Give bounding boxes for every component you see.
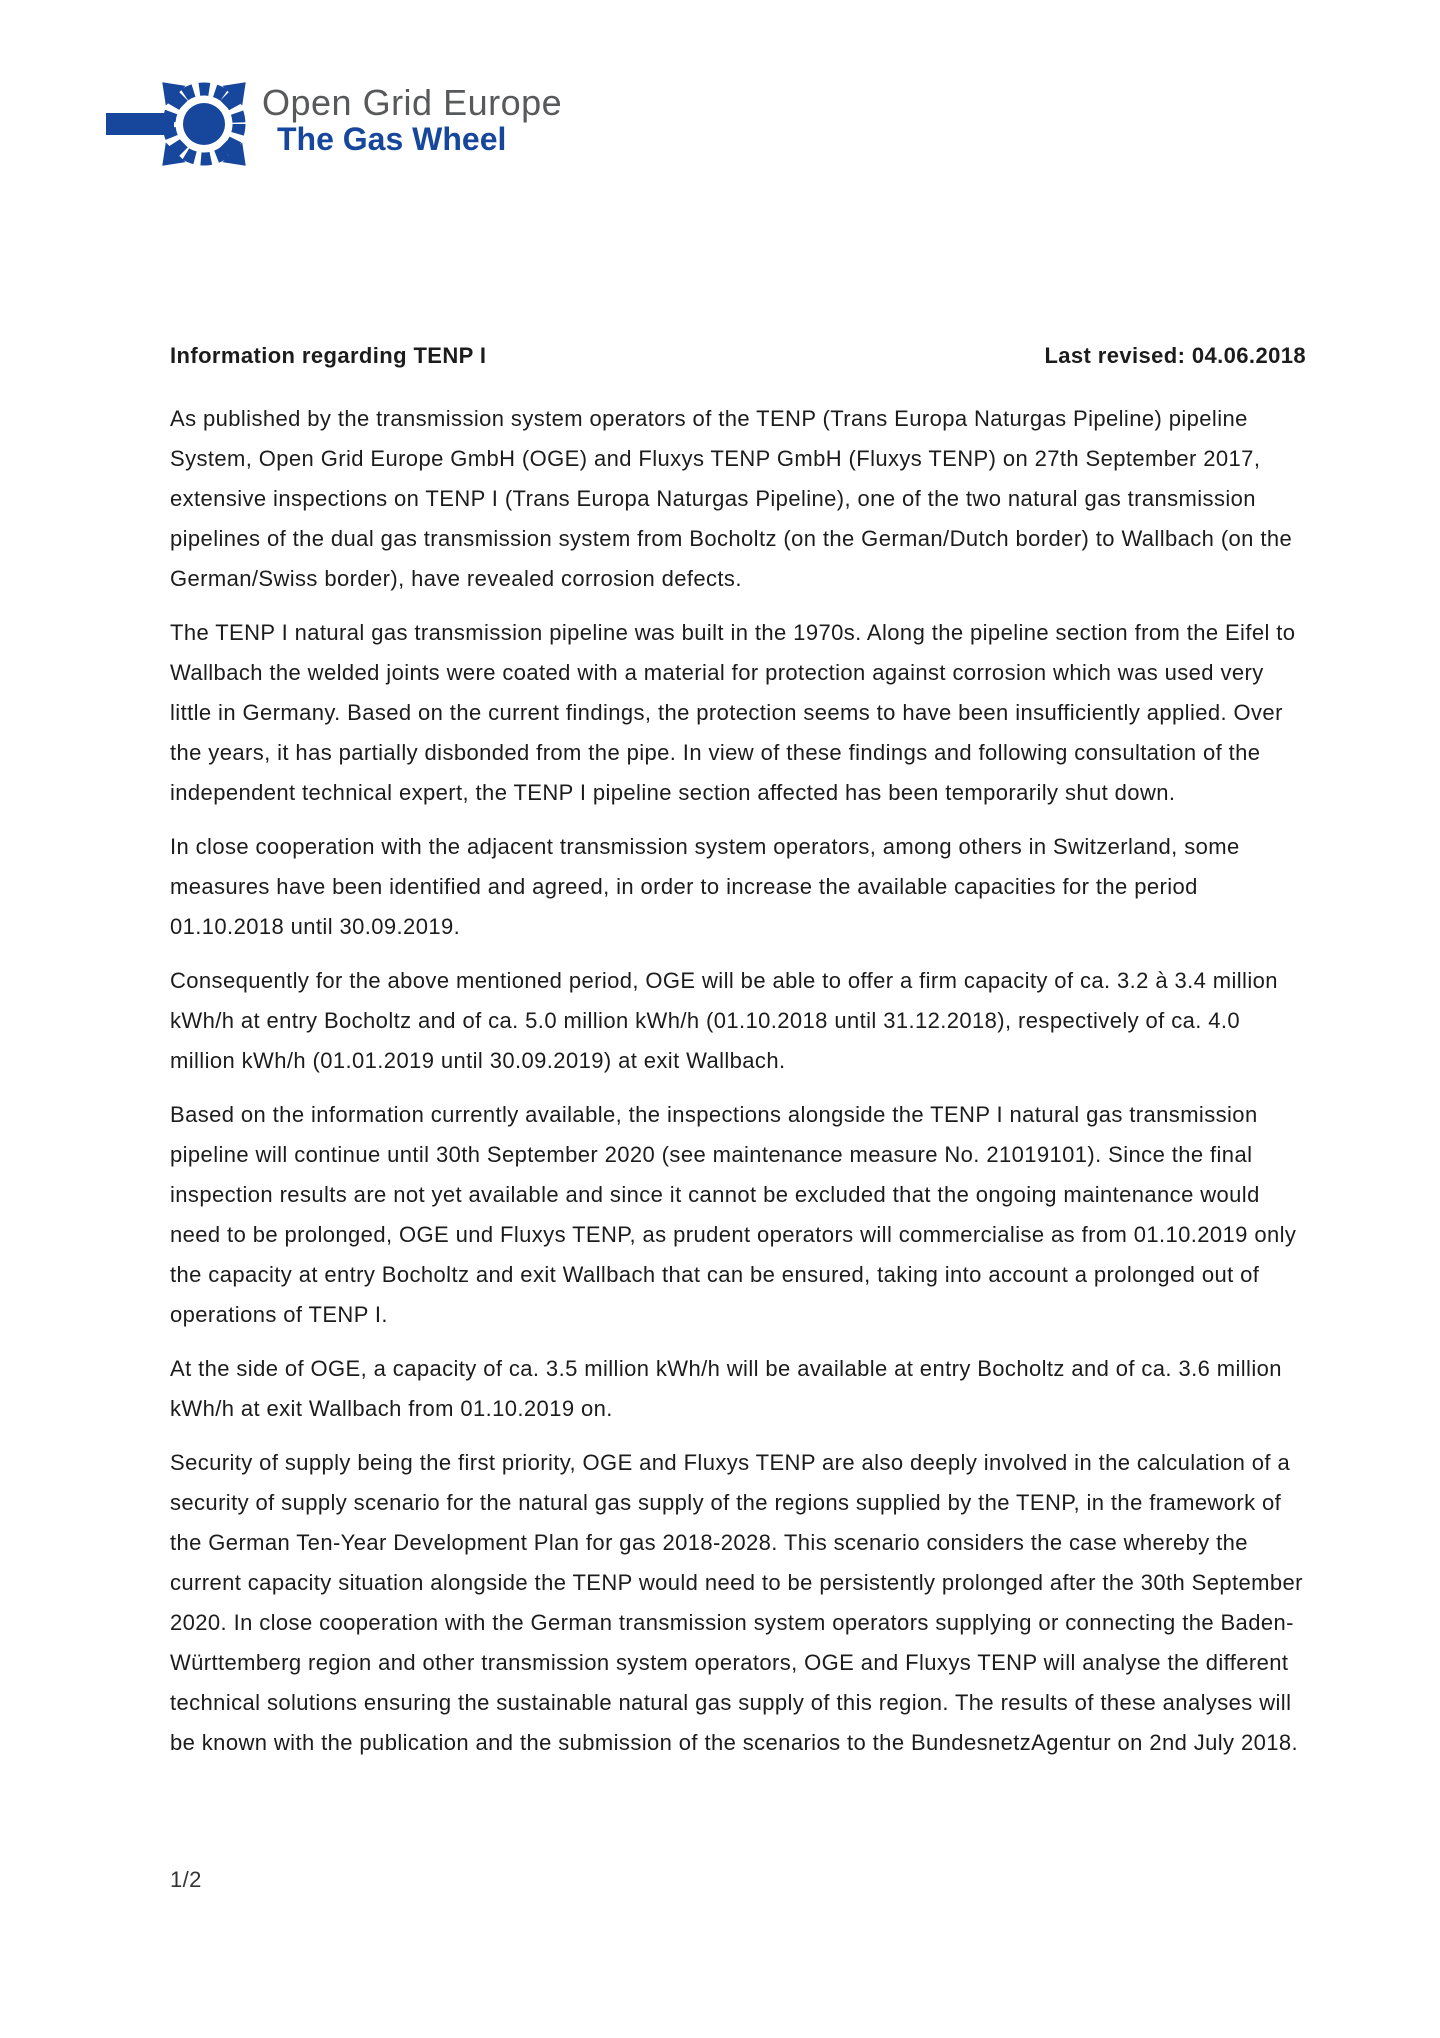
- gas-wheel-logo-icon: [106, 68, 258, 180]
- logo-tagline-text: The Gas Wheel: [277, 121, 507, 158]
- logo-text: [262, 68, 562, 157]
- paragraph-intro: As published by the transmission system operators of the TENP (Trans Europa Naturgas Pipeline) pipeline System, Open Grid Europe GmbH (OGE) and Fluxys TENP GmbH (Fluxys TENP) on 27th September 2017, extensive inspections on TENP I (Trans Europa Naturgas Pipeline), one of the two natural gas transmission pipelines of the dual gas transmission system from Bocholtz (on the German/Dutch border) to Wallbach (on the German/Swiss border), have revealed corrosion defects.: [170, 406, 1293, 591]
- paragraph-pipeline-history: The TENP I natural gas transmission pipeline was built in the 1970s. Along the pipeline section from the Eifel to Wallbach the welded joints were coated with a material for protection against corrosion which was used very little in Germany. Based on the current findings, the protection seems to have been insufficiently applied. Over the years, it has partially disbonded from the pipe. In view of these findings and following consultation of the independent technical expert, the TENP I pipeline section affected has been temporarily shut down.: [170, 620, 1296, 805]
- paragraph-security-supply: Security of supply being the first priority, OGE and Fluxys TENP are also deeply involved in the calculation of a security of supply scenario for the natural gas supply of the regions supplied by the TENP, in the framework of the German Ten-Year Development Plan for gas 2018-2028. This scenario considers the case whereby the current capacity situation alongside the TENP would need to be persistently prolonged after the 30th September 2020. In close cooperation with the German transmission system operators supplying or connecting the Baden-Württemberg region and other transmission system operators, OGE and Fluxys TENP will analyse the different technical solutions ensuring the sustainable natural gas supply of this region. The results of these analyses will be known with the publication and the submission of the scenarios to the BundesnetzAgentur on 2nd July 2018.: [170, 1450, 1303, 1755]
- document-title: Information regarding TENP I: [170, 343, 487, 368]
- paragraph-oge-capacity: At the side of OGE, a capacity of ca. 3.5 million kWh/h will be available at entry Bocholtz and of ca. 3.6 million kWh/h at exit Wallbach from 01.10.2019 on.: [170, 1356, 1282, 1421]
- paragraph-inspections: Based on the information currently available, the inspections alongside the TENP I natural gas transmission pipeline will continue until 30th September 2020 (see maintenance measure No. 21019101). Since the final inspection results are not yet available and since it cannot be excluded that the ongoing maintenance would need to be prolonged, OGE und Fluxys TENP, as prudent operators will commercialise as from 01.10.2019 only the capacity at entry Bocholtz and exit Wallbach that can be ensured, taking into account a prolonged out of operations of TENP I.: [170, 1102, 1297, 1327]
- title-row: [170, 336, 1306, 376]
- logo: [106, 68, 562, 180]
- paragraph-firm-capacity: Consequently for the above mentioned period, OGE will be able to offer a firm capacity of ca. 3.2 à 3.4 million kWh/h at entry Bocholtz and of ca. 5.0 million kWh/h (01.10.2018 until 31.12.2018), respectively of ca. 4.0 million kWh/h (01.01.2019 until 30.09.2019) at exit Wallbach.: [170, 968, 1278, 1073]
- logo-brand-text: Open Grid Europe: [262, 82, 563, 123]
- document-content: [170, 336, 1306, 1777]
- paragraph-cooperation: In close cooperation with the adjacent transmission system operators, among others in Switzerland, some measures have been identified and agreed, in order to increase the available capacities for the period 01.10.2018 until 30.09.2019.: [170, 834, 1240, 939]
- last-revised-date: Last revised: 04.06.2018: [1044, 343, 1306, 368]
- page-number: 1/2: [170, 1867, 202, 1892]
